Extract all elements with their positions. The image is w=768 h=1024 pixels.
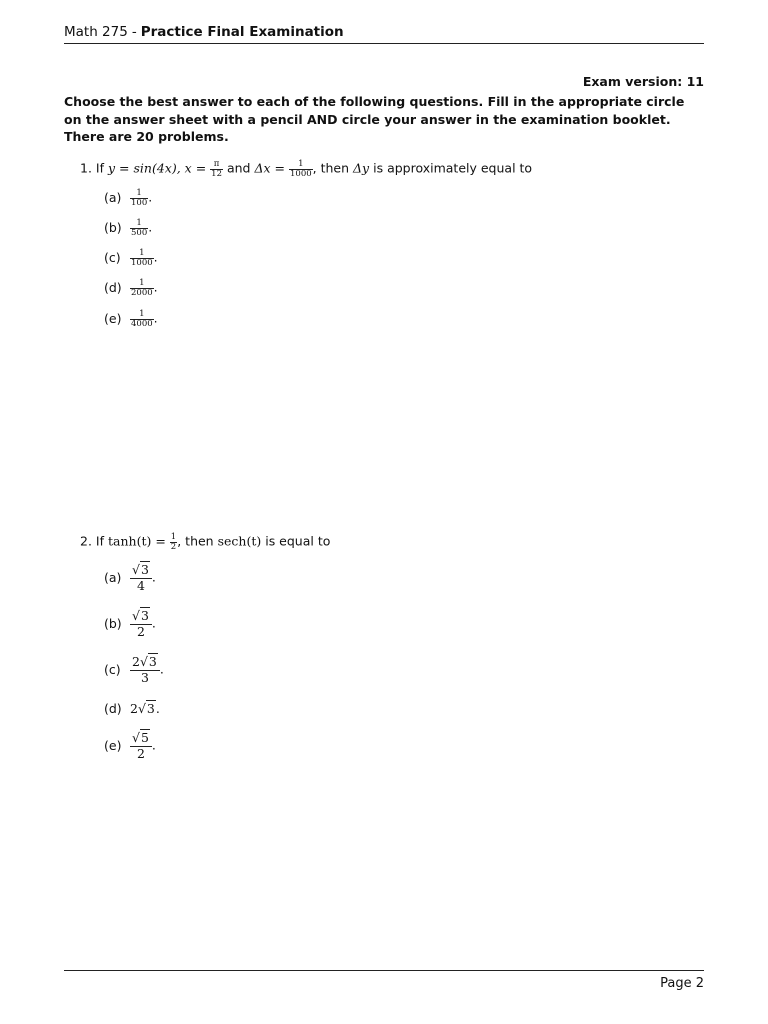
option-label: (d) <box>104 701 122 716</box>
option-label: (c) <box>104 661 121 677</box>
fraction-numerator: 1 <box>139 248 145 258</box>
coefficient: 2 <box>130 701 138 716</box>
fraction-denominator: 500 <box>131 227 148 238</box>
answer-option: (d) 2√3. <box>104 701 160 716</box>
fraction-numerator: 1 <box>136 188 142 198</box>
square-root <box>138 701 156 716</box>
answer-option: (b) $\frac{√3}{2}$ . <box>104 608 156 639</box>
header-rule <box>64 43 704 44</box>
radicand: 3 <box>148 654 157 669</box>
fraction <box>130 310 154 328</box>
fraction <box>130 189 148 207</box>
option-label: (d) <box>104 279 122 295</box>
answer-option: (a) $\frac{1}{100}$ . <box>104 188 153 208</box>
square-root <box>132 732 150 745</box>
math-expression: Δy <box>353 160 370 176</box>
radicand: 5 <box>140 730 149 745</box>
radical-sign: √ <box>132 730 140 745</box>
fraction-denominator: 1000 <box>290 168 312 179</box>
math-expression: y = sin(4x), <box>108 160 181 176</box>
radical-sign: √ <box>132 562 140 577</box>
fraction <box>130 219 148 237</box>
math-expression: sech(t) <box>217 533 262 549</box>
option-label: (a) <box>104 189 122 205</box>
fraction-denominator: 2 <box>130 746 152 762</box>
answer-option: (e) $\frac{√5}{2}$ . <box>104 730 156 761</box>
fraction <box>130 279 154 297</box>
fraction-denominator: 3 <box>130 670 160 686</box>
course-name: Math 275 <box>64 24 128 40</box>
question-1 <box>80 160 532 178</box>
radical-sign: √ <box>139 654 148 669</box>
math-expression: x = <box>184 160 207 176</box>
fraction <box>130 563 152 593</box>
fraction-denominator: 100 <box>131 197 148 208</box>
option-label: (b) <box>104 615 122 631</box>
answer-option: (a) $\frac{√3}{4}$ . <box>104 562 156 593</box>
fraction <box>210 160 223 178</box>
coefficient: 2 <box>132 654 140 669</box>
page-number: Page 2 <box>660 976 704 991</box>
fraction <box>130 731 152 761</box>
fraction <box>289 160 313 178</box>
fraction-denominator: 1000 <box>131 257 153 268</box>
fraction-numerator: 1 <box>170 532 177 542</box>
fraction-numerator: 1 <box>139 309 145 319</box>
question-word: is approximately equal to <box>373 160 533 176</box>
fraction-numerator <box>130 655 160 670</box>
fraction-denominator: 4 <box>130 578 152 594</box>
answer-option: (c) $\frac{2√3}{3}$ . <box>104 654 164 685</box>
instructions <box>64 93 706 146</box>
question-word: , then <box>177 533 214 549</box>
radicand: 3 <box>146 701 155 716</box>
math-expression: tanh(t) = <box>108 533 166 549</box>
answer-option: (c) $\frac{1}{1000}$ . <box>104 248 158 268</box>
fraction-numerator: 1 <box>298 159 304 169</box>
radical-sign: √ <box>137 701 146 716</box>
question-word: If <box>95 160 105 176</box>
fraction-numerator: π <box>213 159 220 169</box>
fraction-denominator: 12 <box>211 168 222 179</box>
fraction <box>130 249 154 267</box>
question-word: If <box>95 533 105 549</box>
question-number: 2. <box>80 533 92 549</box>
footer-rule <box>64 970 704 971</box>
fraction-denominator: 2000 <box>131 287 153 298</box>
answer-option: (b) $\frac{1}{500}$ . <box>104 218 153 238</box>
fraction <box>130 609 152 639</box>
question-word: then <box>320 160 350 176</box>
fraction-numerator: 1 <box>136 218 142 228</box>
square-root <box>132 564 150 577</box>
radicand: 3 <box>140 562 149 577</box>
option-label: (c) <box>104 249 121 265</box>
instructions-text: Choose the best answer to each of the following questions. Fill in the appropriate circle on the answer sheet with a pencil AND circle your answer in the examination booklet. <box>64 94 685 127</box>
fraction-denominator: 2 <box>130 624 152 640</box>
option-label: (b) <box>104 219 122 235</box>
header-separator: - <box>131 24 137 40</box>
radicand: 3 <box>140 608 149 623</box>
page-header <box>64 24 704 44</box>
option-label: (e) <box>104 310 122 326</box>
exam-version: Exam version: 11 <box>582 74 704 89</box>
question-word: is equal to <box>265 533 331 549</box>
fraction-numerator <box>130 563 152 578</box>
fraction <box>130 655 160 685</box>
fraction-numerator <box>130 609 152 624</box>
exam-title: Practice Final Examination <box>140 24 344 40</box>
fraction-denominator: 2 <box>170 541 177 552</box>
square-root <box>140 656 158 669</box>
math-expression: Δx = <box>254 160 286 176</box>
square-root <box>132 610 150 623</box>
fraction-denominator: 4000 <box>131 318 153 329</box>
fraction-numerator: 1 <box>139 278 145 288</box>
option-label: (e) <box>104 737 122 753</box>
punctuation: , <box>312 160 317 176</box>
question-2 <box>80 533 330 551</box>
question-word: and <box>226 160 251 176</box>
answer-option: (e) $\frac{1}{4000}$ . <box>104 309 158 329</box>
answer-option: (d) $\frac{1}{2000}$ . <box>104 278 158 298</box>
fraction-numerator <box>130 731 152 746</box>
radical-sign: √ <box>132 608 140 623</box>
option-label: (a) <box>104 569 122 585</box>
problem-count: There are 20 problems. <box>64 129 229 144</box>
question-number: 1. <box>80 160 92 176</box>
